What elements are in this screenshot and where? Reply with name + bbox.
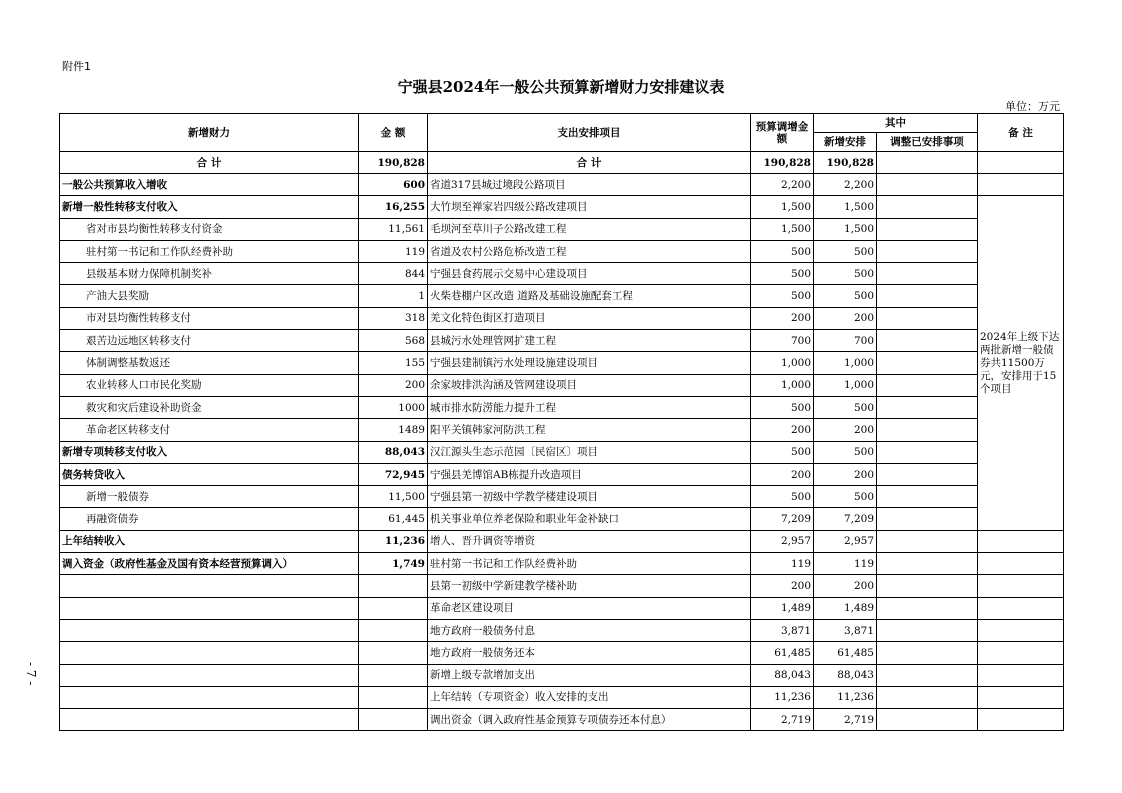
- row-project: 驻村第一书记和工作队经费补助: [428, 553, 751, 575]
- row-source: 县级基本财力保障机制奖补: [60, 263, 359, 285]
- row-adjusted: [877, 218, 978, 240]
- row-amount: [359, 686, 428, 708]
- table-row: [60, 642, 1064, 664]
- row-adjusted: [877, 174, 978, 196]
- row-amount: 155: [359, 352, 428, 374]
- row-amount: 568: [359, 330, 428, 352]
- row-source: 体制调整基数返还: [60, 352, 359, 374]
- row-adjusted: [877, 307, 978, 329]
- row-adjusted: [877, 352, 978, 374]
- row-source: 救灾和灾后建设补助资金: [60, 396, 359, 418]
- row-budget: 2,719: [751, 709, 814, 731]
- table-row: [60, 553, 1064, 575]
- row-project: 省道317县城过境段公路项目: [428, 174, 751, 196]
- row-budget: 1,489: [751, 597, 814, 619]
- row-amount: 11,236: [359, 530, 428, 552]
- row-adjusted: [877, 419, 978, 441]
- row-project: 增人、晋升调资等增资: [428, 530, 751, 552]
- row-budget: 2,200: [751, 174, 814, 196]
- row-amount: [359, 597, 428, 619]
- row-source: 省对市县均衡性转移支付资金: [60, 218, 359, 240]
- row-source: [60, 642, 359, 664]
- row-source: [60, 619, 359, 641]
- row-remark: [978, 597, 1064, 619]
- header-among: 其中: [814, 114, 978, 133]
- row-new: 2,957: [814, 530, 877, 552]
- row-new: 200: [814, 307, 877, 329]
- row-project: 毛坝河至草川子公路改建工程: [428, 218, 751, 240]
- table-row: [60, 686, 1064, 708]
- table-row: [60, 330, 1064, 352]
- table-row: [60, 374, 1064, 396]
- header-new-arrange: 新增安排: [814, 133, 877, 152]
- row-source: 新增一般债券: [60, 486, 359, 508]
- row-new: 1,000: [814, 352, 877, 374]
- row-source: 市对县均衡性转移支付: [60, 307, 359, 329]
- row-adjusted: [877, 263, 978, 285]
- row-source: 驻村第一书记和工作队经费补助: [60, 240, 359, 262]
- row-budget: 61,485: [751, 642, 814, 664]
- row-project: 调出资金（调入政府性基金预算专项债券还本付息）: [428, 709, 751, 731]
- row-project: 县城污水处理管网扩建工程: [428, 330, 751, 352]
- row-new: 1,489: [814, 597, 877, 619]
- row-amount: 200: [359, 374, 428, 396]
- row-new: 500: [814, 396, 877, 418]
- header-adjusted: 调整已安排事项: [877, 133, 978, 152]
- row-adjusted: [877, 686, 978, 708]
- row-remark: [978, 709, 1064, 731]
- row-source: 再融资债券: [60, 508, 359, 530]
- row-new: 3,871: [814, 619, 877, 641]
- row-new: 500: [814, 263, 877, 285]
- header-project: 支出安排项目: [428, 114, 751, 152]
- row-adjusted: [877, 463, 978, 485]
- row-budget: 1,500: [751, 196, 814, 218]
- row-remark: [978, 664, 1064, 686]
- row-new: 700: [814, 330, 877, 352]
- row-budget: 500: [751, 486, 814, 508]
- row-remark: [978, 174, 1064, 196]
- page-title: 宁强县2024年一般公共预算新增财力安排建议表: [397, 78, 725, 96]
- row-amount: [359, 619, 428, 641]
- row-source: [60, 575, 359, 597]
- row-budget: 88,043: [751, 664, 814, 686]
- row-amount: 11,561: [359, 218, 428, 240]
- table-row: [60, 396, 1064, 418]
- table-row: [60, 352, 1064, 374]
- row-source: 上年结转收入: [60, 530, 359, 552]
- row-project: 汉江源头生态示范园〔民宿区〕项目: [428, 441, 751, 463]
- row-amount: [359, 575, 428, 597]
- row-adjusted: [877, 553, 978, 575]
- row-amount: 1: [359, 285, 428, 307]
- header-source: 新增财力: [60, 114, 359, 152]
- row-source: 新增专项转移支付收入: [60, 441, 359, 463]
- row-amount: [359, 642, 428, 664]
- total-row: [60, 152, 1064, 174]
- row-project: 新增上级专款增加支出: [428, 664, 751, 686]
- row-budget: 500: [751, 240, 814, 262]
- table-row: [60, 463, 1064, 485]
- row-new: 61,485: [814, 642, 877, 664]
- row-adjusted: [877, 441, 978, 463]
- row-project: 宁强县食药展示交易中心建设项目: [428, 263, 751, 285]
- total-amount: 190,828: [359, 152, 428, 174]
- row-project: 城市排水防涝能力提升工程: [428, 396, 751, 418]
- row-new: 500: [814, 441, 877, 463]
- table-row: [60, 174, 1064, 196]
- row-budget: 1,000: [751, 374, 814, 396]
- row-source: 债务转贷收入: [60, 463, 359, 485]
- table-row: [60, 530, 1064, 552]
- row-remark: [978, 553, 1064, 575]
- row-source: 艰苦边远地区转移支付: [60, 330, 359, 352]
- row-new: 11,236: [814, 686, 877, 708]
- row-project: 地方政府一般债务还本: [428, 642, 751, 664]
- row-budget: 500: [751, 396, 814, 418]
- row-budget: 500: [751, 263, 814, 285]
- total-label: 合 计: [60, 152, 359, 174]
- row-project: 革命老区建设项目: [428, 597, 751, 619]
- row-budget: 200: [751, 419, 814, 441]
- row-source: 调入资金（政府性基金及国有资本经营预算调入）: [60, 553, 359, 575]
- row-new: 2,719: [814, 709, 877, 731]
- row-amount: 1000: [359, 396, 428, 418]
- table-row: [60, 508, 1064, 530]
- table-row: [60, 419, 1064, 441]
- row-adjusted: [877, 508, 978, 530]
- table-row: [60, 263, 1064, 285]
- total-remark: [978, 152, 1064, 174]
- row-new: 200: [814, 463, 877, 485]
- row-new: 119: [814, 553, 877, 575]
- row-budget: 1,000: [751, 352, 814, 374]
- table-row: [60, 218, 1064, 240]
- row-budget: 200: [751, 575, 814, 597]
- row-project: 宁强县羌博馆AB栋提升改造项目: [428, 463, 751, 485]
- row-new: 2,200: [814, 174, 877, 196]
- row-new: 200: [814, 419, 877, 441]
- row-adjusted: [877, 709, 978, 731]
- row-source: 一般公共预算收入增收: [60, 174, 359, 196]
- row-remark: [978, 619, 1064, 641]
- row-budget: 200: [751, 307, 814, 329]
- table-row: [60, 664, 1064, 686]
- row-adjusted: [877, 240, 978, 262]
- row-amount: [359, 709, 428, 731]
- row-project: 大竹坝至禅家岩四级公路改建项目: [428, 196, 751, 218]
- row-new: 200: [814, 575, 877, 597]
- header-amount: 金 额: [359, 114, 428, 152]
- row-adjusted: [877, 664, 978, 686]
- row-adjusted: [877, 530, 978, 552]
- table-row: [60, 196, 1064, 218]
- row-budget: 2,957: [751, 530, 814, 552]
- row-adjusted: [877, 285, 978, 307]
- table-row: [60, 619, 1064, 641]
- row-project: 地方政府一般债务付息: [428, 619, 751, 641]
- row-amount: 600: [359, 174, 428, 196]
- attachment-label: 附件1: [62, 60, 91, 73]
- row-source: [60, 709, 359, 731]
- row-adjusted: [877, 196, 978, 218]
- row-new: 88,043: [814, 664, 877, 686]
- row-project: 县第一初级中学新建教学楼补助: [428, 575, 751, 597]
- row-budget: 7,209: [751, 508, 814, 530]
- row-budget: 200: [751, 463, 814, 485]
- row-amount: 1489: [359, 419, 428, 441]
- row-remark: [978, 642, 1064, 664]
- row-amount: 844: [359, 263, 428, 285]
- row-new: 500: [814, 240, 877, 262]
- row-project: 省道及农村公路危桥改造工程: [428, 240, 751, 262]
- row-new: 1,500: [814, 218, 877, 240]
- remark-note: 2024年上级下达两批新增一般债券共11500万元，安排用于15个项目: [978, 196, 1064, 530]
- row-source: [60, 686, 359, 708]
- row-adjusted: [877, 575, 978, 597]
- row-budget: 1,500: [751, 218, 814, 240]
- row-project: 上年结转（专项资金）收入安排的支出: [428, 686, 751, 708]
- row-amount: 318: [359, 307, 428, 329]
- row-source: 新增一般性转移支付收入: [60, 196, 359, 218]
- row-project: 机关事业单位养老保险和职业年金补缺口: [428, 508, 751, 530]
- table-row: [60, 285, 1064, 307]
- total-project: 合 计: [428, 152, 751, 174]
- row-new: 7,209: [814, 508, 877, 530]
- row-adjusted: [877, 619, 978, 641]
- row-project: 火柴巷棚户区改造 道路及基础设施配套工程: [428, 285, 751, 307]
- row-new: 1,500: [814, 196, 877, 218]
- table-row: [60, 597, 1064, 619]
- row-new: 500: [814, 486, 877, 508]
- budget-table: [59, 113, 1064, 731]
- row-budget: 700: [751, 330, 814, 352]
- header-remark: 备 注: [978, 114, 1064, 152]
- row-amount: 11,500: [359, 486, 428, 508]
- total-adjusted: [877, 152, 978, 174]
- row-new: 1,000: [814, 374, 877, 396]
- row-project: 羌文化特色街区打造项目: [428, 307, 751, 329]
- row-adjusted: [877, 374, 978, 396]
- row-adjusted: [877, 642, 978, 664]
- row-budget: 119: [751, 553, 814, 575]
- row-amount: 61,445: [359, 508, 428, 530]
- row-source: [60, 597, 359, 619]
- table-row: [60, 486, 1064, 508]
- total-new: 190,828: [814, 152, 877, 174]
- row-budget: 500: [751, 285, 814, 307]
- row-source: 革命老区转移支付: [60, 419, 359, 441]
- row-adjusted: [877, 396, 978, 418]
- row-amount: 16,255: [359, 196, 428, 218]
- row-project: 余家坡排洪沟涵及管网建设项目: [428, 374, 751, 396]
- row-amount: [359, 664, 428, 686]
- total-budget: 190,828: [751, 152, 814, 174]
- row-amount: 119: [359, 240, 428, 262]
- row-source: 农业转移人口市民化奖励: [60, 374, 359, 396]
- row-budget: 11,236: [751, 686, 814, 708]
- page-number: - 7 -: [24, 662, 38, 686]
- row-new: 500: [814, 285, 877, 307]
- row-adjusted: [877, 330, 978, 352]
- row-amount: 72,945: [359, 463, 428, 485]
- header-budget-adjust: 预算调增金额: [751, 114, 814, 152]
- row-source: [60, 664, 359, 686]
- row-amount: 1,749: [359, 553, 428, 575]
- row-adjusted: [877, 597, 978, 619]
- unit-label: 单位：万元: [1005, 100, 1060, 113]
- row-budget: 3,871: [751, 619, 814, 641]
- table-row: [60, 441, 1064, 463]
- row-remark: [978, 530, 1064, 552]
- row-adjusted: [877, 486, 978, 508]
- table-row: [60, 240, 1064, 262]
- row-amount: 88,043: [359, 441, 428, 463]
- table-row: [60, 709, 1064, 731]
- row-project: 宁强县第一初级中学教学楼建设项目: [428, 486, 751, 508]
- row-project: 宁强县建制镇污水处理设施建设项目: [428, 352, 751, 374]
- row-remark: [978, 575, 1064, 597]
- row-project: 阳平关镇韩家河防洪工程: [428, 419, 751, 441]
- row-budget: 500: [751, 441, 814, 463]
- row-source: 产油大县奖励: [60, 285, 359, 307]
- table-row: [60, 307, 1064, 329]
- row-remark: [978, 686, 1064, 708]
- table-row: [60, 575, 1064, 597]
